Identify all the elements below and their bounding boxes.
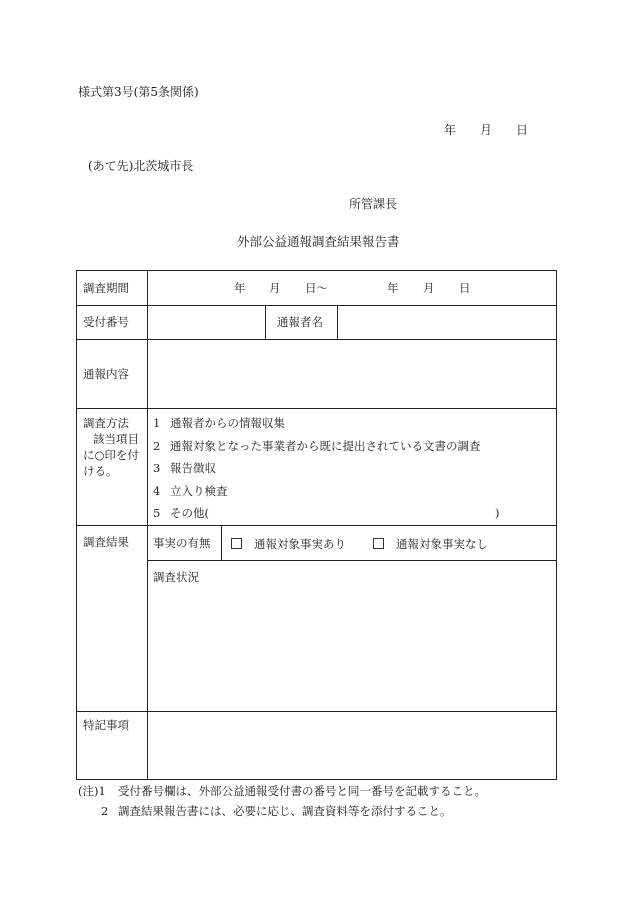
checkbox-icon[interactable]	[373, 538, 384, 549]
method-option-number: 1	[153, 416, 161, 430]
method-option-number: 4	[153, 484, 161, 498]
period-to-month: 月	[423, 281, 435, 295]
method-option-text: 通報対象となった事業者から既に提出されている文書の調査	[170, 439, 481, 453]
reporter-name-label: 通報者名	[277, 315, 323, 329]
report-content-field[interactable]	[152, 345, 552, 403]
investigation-status-field[interactable]	[153, 590, 551, 706]
period-from-month: 月	[269, 281, 281, 295]
report-content-label: 通報内容	[83, 367, 129, 381]
receipt-number-label: 受付番号	[83, 315, 129, 329]
note-number: 2	[101, 804, 109, 818]
method-option-number: 3	[153, 461, 161, 475]
method-label-line-2: 該当項目	[93, 432, 139, 446]
special-remarks-label: 特記事項	[83, 718, 129, 732]
method-other-close-paren: )	[495, 506, 500, 520]
note-text: 調査結果報告書には、必要に応じ、調査資料等を添付すること。	[118, 804, 452, 818]
period-from-day: 日〜	[305, 281, 328, 295]
note-text: 受付番号欄は、外部公益通報受付書の番号と同一番号を記載すること。	[118, 784, 486, 798]
period-to-day: 日	[459, 281, 471, 295]
period-to-year: 年	[387, 281, 399, 295]
fact-exists-option[interactable]	[231, 538, 346, 551]
method-option-text: その他(	[170, 506, 209, 520]
addressee: (あて先)北茨城市長	[88, 159, 194, 173]
fact-not-exists-option[interactable]	[373, 538, 488, 551]
period-from-year: 年	[234, 281, 246, 295]
method-label-line-3: に○印を付	[83, 448, 140, 462]
method-label-line-1: 調査方法	[83, 416, 129, 430]
method-label-line-4: ける。	[83, 464, 118, 478]
special-remarks-field[interactable]	[152, 716, 552, 774]
document-title: 外部公益通報調査結果報告書	[237, 234, 400, 249]
investigation-result-label: 調査結果	[83, 535, 129, 549]
method-option-text: 報告徴収	[170, 461, 216, 475]
fact-existence-label: 事実の有無	[153, 536, 211, 550]
date-day-label: 日	[516, 123, 529, 137]
date-year-label: 年	[444, 123, 457, 137]
checkbox-icon[interactable]	[231, 538, 242, 549]
form-number: 様式第3号(第5条関係)	[78, 85, 199, 99]
method-option-number: 2	[153, 439, 161, 453]
period-label: 調査期間	[83, 281, 129, 295]
method-option-text: 立入り検査	[170, 484, 228, 498]
method-option-text: 通報者からの情報収集	[170, 416, 285, 430]
method-option-number: 5	[153, 506, 161, 520]
note-number: (注)1	[78, 784, 106, 798]
fact-exists-label: 通報対象事実あり	[254, 537, 346, 551]
investigation-status-label: 調査状況	[153, 570, 199, 584]
date-month-label: 月	[480, 123, 493, 137]
fact-not-exists-label: 通報対象事実なし	[396, 537, 488, 551]
reporter-title: 所管課長	[349, 197, 398, 211]
